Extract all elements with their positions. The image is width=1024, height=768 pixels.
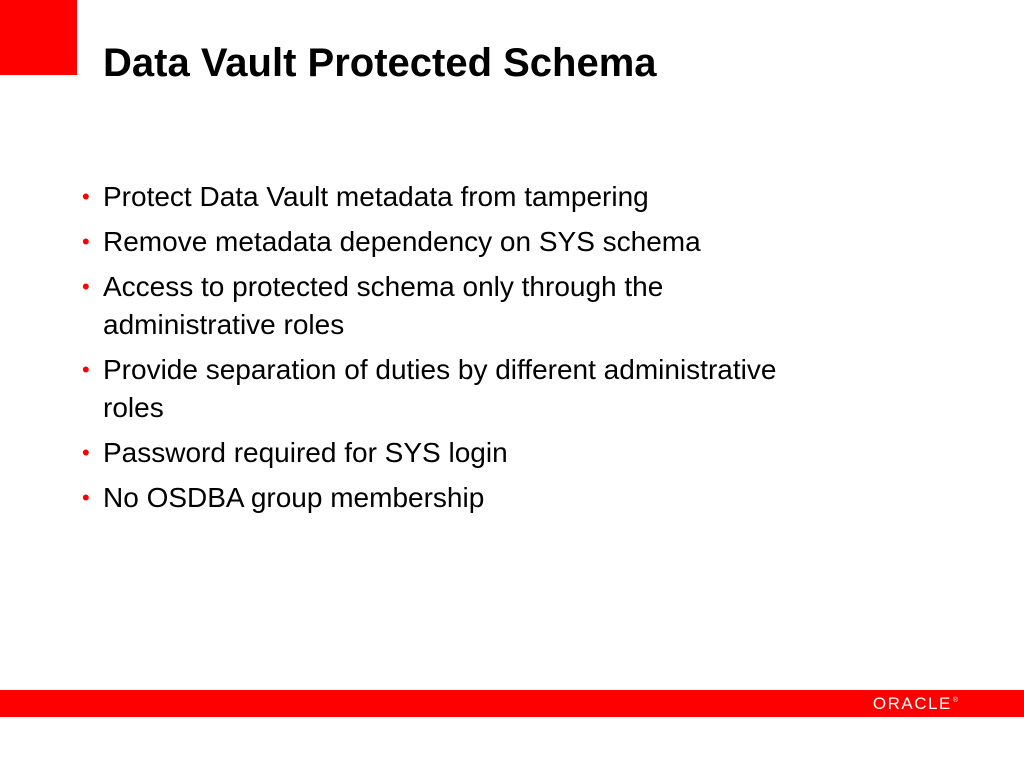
bullet-text: Protect Data Vault metadata from tampering bbox=[103, 181, 649, 212]
bullet-item bbox=[78, 351, 838, 427]
corner-accent-block bbox=[0, 0, 77, 75]
bullet-dot-icon: • bbox=[82, 184, 90, 209]
registered-mark: ® bbox=[952, 697, 958, 704]
bullet-dot-icon: • bbox=[82, 357, 90, 382]
bullet-dot-icon: • bbox=[82, 274, 90, 299]
bullet-item bbox=[78, 479, 838, 517]
footer-bar bbox=[0, 690, 1024, 717]
bullet-list bbox=[78, 178, 838, 524]
bullet-text: No OSDBA group membership bbox=[103, 482, 485, 513]
bullet-item bbox=[78, 268, 838, 344]
oracle-logo bbox=[873, 692, 958, 715]
bullet-text: Provide separation of duties by different administrative roles bbox=[103, 354, 777, 423]
bullet-dot-icon: • bbox=[82, 440, 90, 465]
slide-title: Data Vault Protected Schema bbox=[103, 41, 657, 85]
bullet-item bbox=[78, 178, 838, 216]
bullet-text: Password required for SYS login bbox=[103, 437, 508, 468]
bullet-dot-icon: • bbox=[82, 229, 90, 254]
bullet-item bbox=[78, 223, 838, 261]
bullet-dot-icon: • bbox=[82, 485, 90, 510]
bullet-text: Remove metadata dependency on SYS schema bbox=[103, 226, 701, 257]
bullet-text: Access to protected schema only through the administrative roles bbox=[103, 271, 664, 340]
logo-text: ORACLE bbox=[872, 693, 952, 713]
bullet-item bbox=[78, 434, 838, 472]
